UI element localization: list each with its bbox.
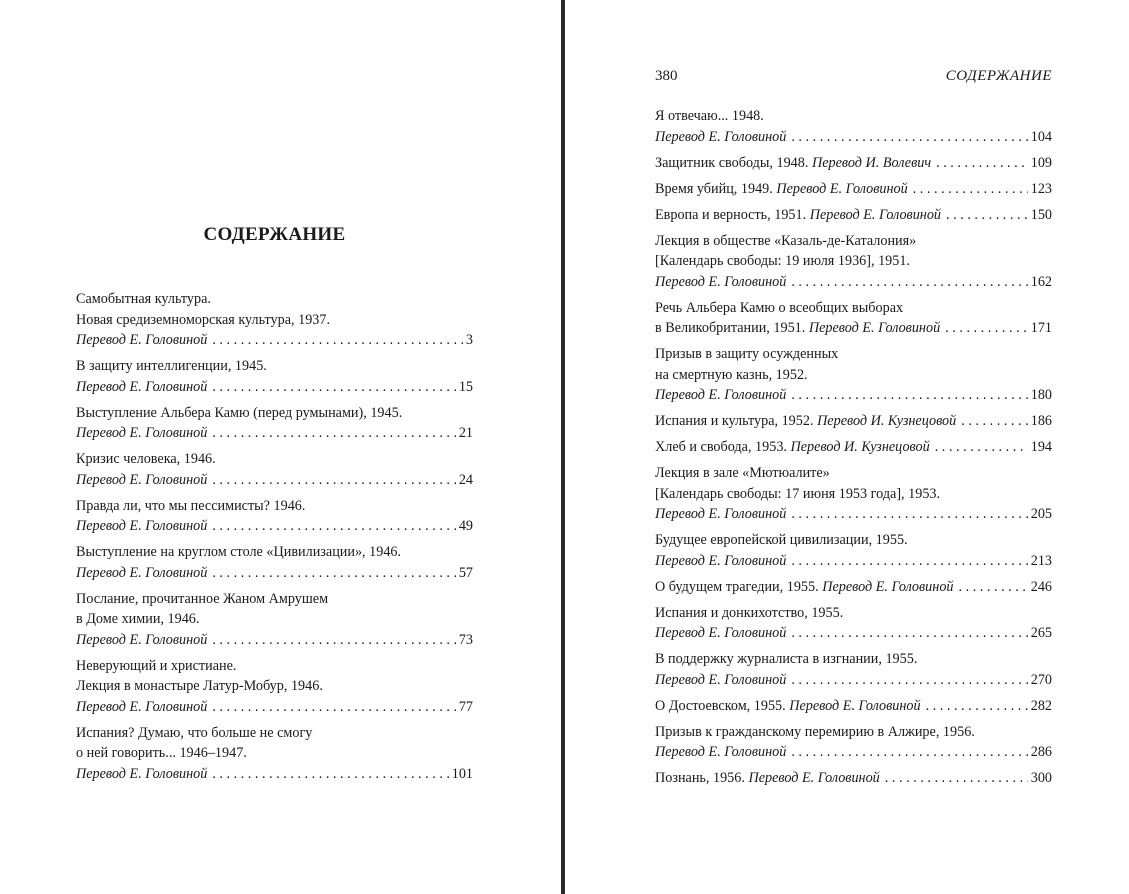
toc-entry <box>655 437 1052 458</box>
entry-lead-text <box>655 127 786 148</box>
entry-translator: Перевод Е. Головиной <box>822 578 954 595</box>
entry-title-line: Послание, прочитанное Жаном Амрушем <box>76 590 329 607</box>
entry-title-line: Лекция в зале «Мютюалите» <box>655 465 830 481</box>
entry-title-line: Лекция в монастыре Латур-Мобур, 1946. <box>76 678 323 694</box>
entry-lead-text <box>655 577 954 598</box>
entry-leader-line <box>76 377 473 398</box>
toc-list-right <box>655 106 1052 794</box>
entry-page-number: 282 <box>1030 697 1052 714</box>
dot-leader <box>791 670 1027 691</box>
entry-lead-text <box>655 318 940 339</box>
entry-page-number: 21 <box>458 425 473 441</box>
dot-leader <box>791 127 1027 148</box>
entry-translator: Перевод Е. Головиной <box>655 387 787 403</box>
entry-translator: Перевод Е. Головиной <box>76 765 208 782</box>
entry-title-inline: Испания и культура, 1952. <box>655 413 818 429</box>
entry-translator: Перевод Е. Головиной <box>76 471 208 488</box>
right-page <box>565 0 1129 894</box>
toc-entry <box>655 411 1052 432</box>
left-page <box>0 0 561 894</box>
entry-translator: Перевод Е. Головиной <box>76 564 208 581</box>
toc-list-left <box>76 289 473 790</box>
entry-page-number: 300 <box>1030 770 1052 786</box>
entry-page-number: 77 <box>458 698 473 715</box>
entry-leader-line <box>76 470 473 491</box>
entry-page-number: 73 <box>458 631 473 648</box>
entry-translator: Перевод И. Волевич <box>811 154 932 171</box>
entry-lead-text <box>76 697 207 718</box>
dot-leader <box>885 768 1028 789</box>
entry-lead-text <box>76 470 207 491</box>
dot-leader <box>791 385 1027 406</box>
entry-lead-text <box>76 330 207 351</box>
toc-entry <box>76 723 473 785</box>
entry-lead-text <box>655 551 786 572</box>
entry-page-number: 150 <box>1030 206 1052 223</box>
entry-title-line: Испания? Думаю, что больше не смогу <box>76 724 313 741</box>
entry-translator: Перевод Е. Головиной <box>776 180 908 197</box>
entry-lead-text <box>655 742 786 763</box>
entry-title-line: В поддержку журналиста в изгнании, 1955. <box>655 651 918 667</box>
entry-title-line: Лекция в обществе «Казаль-де-Каталония» <box>655 232 917 249</box>
entry-title-inline: Европа и верность, 1951. <box>655 206 810 223</box>
entry-lead-text <box>76 516 207 537</box>
entry-translator: Перевод Е. Головиной <box>655 625 787 641</box>
toc-entry <box>76 289 473 351</box>
toc-entry <box>655 722 1052 763</box>
toc-entry <box>655 344 1052 406</box>
toc-entry <box>655 649 1052 690</box>
entry-leader-line <box>655 385 1052 406</box>
toc-entry <box>655 530 1052 571</box>
entry-page-number: 123 <box>1030 180 1052 197</box>
toc-entry <box>655 205 1052 226</box>
entry-lead-text <box>655 670 786 691</box>
entry-leader-line <box>76 764 473 785</box>
entry-page-number: 265 <box>1030 625 1052 641</box>
toc-entry <box>655 106 1052 147</box>
entry-lead-text <box>655 768 880 789</box>
entry-leader-line <box>655 437 1052 458</box>
toc-entry <box>76 496 473 537</box>
entry-page-number: 213 <box>1030 552 1052 569</box>
entry-translator: Перевод Е. Головиной <box>655 506 787 522</box>
entry-page-number: 49 <box>458 518 473 534</box>
entry-translator: Перевод Е. Головиной <box>655 128 787 145</box>
dot-leader <box>212 377 456 398</box>
entry-page-number: 194 <box>1030 439 1052 455</box>
entry-lead-text <box>76 630 207 651</box>
entry-translator: Перевод Е. Головиной <box>789 697 921 714</box>
dot-leader <box>791 504 1027 525</box>
entry-title-inline: О Достоевском, 1955. <box>655 697 790 714</box>
entry-title-line: Правда ли, что мы пессимисты? 1946. <box>76 497 306 514</box>
entry-leader-line <box>655 551 1052 572</box>
dot-leader <box>212 470 456 491</box>
entry-lead-text <box>655 179 908 200</box>
entry-leader-line <box>76 516 473 537</box>
entry-title-line: Призыв к гражданскому перемирию в Алжире, 1956. <box>655 723 975 740</box>
entry-title-line: Новая средиземноморская культура, 1937. <box>76 311 331 328</box>
entry-translator: Перевод Е. Головиной <box>76 425 208 441</box>
entry-leader-line <box>655 742 1052 763</box>
entry-leader-line <box>655 623 1052 644</box>
entry-translator: Перевод Е. Головиной <box>655 671 787 688</box>
entry-title-line: Неверующий и христиане. <box>76 657 237 674</box>
entry-leader-line <box>76 423 473 444</box>
entry-title-inline: Познань, 1956. <box>655 770 749 786</box>
entry-page-number: 24 <box>458 471 473 488</box>
page-number: 380 <box>655 68 678 84</box>
entry-lead-text <box>655 437 930 458</box>
entry-translator: Перевод Е. Головиной <box>76 378 208 395</box>
dot-leader <box>936 153 1028 174</box>
entry-translator: Перевод И. Кузнецовой <box>817 413 957 429</box>
toc-entry <box>76 656 473 718</box>
entry-leader-line <box>655 411 1052 432</box>
toc-entry <box>655 603 1052 644</box>
dot-leader <box>791 272 1027 293</box>
entry-page-number: 286 <box>1030 744 1052 760</box>
entry-lead-text <box>76 563 207 584</box>
entry-translator: Перевод Е. Головиной <box>76 698 208 715</box>
entry-title-line: Будущее европейской цивилизации, 1955. <box>655 532 908 548</box>
entry-leader-line <box>655 504 1052 525</box>
entry-leader-line <box>76 563 473 584</box>
entry-lead-text <box>655 272 786 293</box>
dot-leader <box>791 551 1027 572</box>
entry-page-number: 3 <box>465 332 473 348</box>
dot-leader <box>212 630 456 651</box>
dot-leader <box>945 318 1028 339</box>
toc-entry <box>655 298 1052 339</box>
entry-page-number: 104 <box>1030 128 1052 145</box>
entry-leader-line <box>76 630 473 651</box>
dot-leader <box>212 330 463 351</box>
dot-leader <box>959 577 1028 598</box>
entry-lead-text <box>76 764 207 785</box>
entry-title-line: [Календарь свободы: 17 июня 1953 года], 1953. <box>655 485 941 502</box>
entry-lead-text <box>655 205 941 226</box>
dot-leader <box>926 696 1028 717</box>
entry-leader-line <box>655 670 1052 691</box>
entry-translator: Перевод Е. Головиной <box>76 631 208 648</box>
entry-leader-line <box>76 697 473 718</box>
entry-title-line: Самобытная культура. <box>76 291 211 307</box>
entry-lead-text <box>655 385 786 406</box>
dot-leader <box>212 563 456 584</box>
entry-translator: Перевод Е. Головиной <box>655 744 787 760</box>
entry-page-number: 109 <box>1030 154 1052 171</box>
entry-title-line: [Календарь свободы: 19 июля 1936], 1951. <box>655 253 910 269</box>
entry-leader-line <box>655 272 1052 293</box>
toc-entry <box>655 768 1052 789</box>
entry-lead-text <box>76 423 207 444</box>
dot-leader <box>935 437 1028 458</box>
dot-leader <box>212 697 456 718</box>
entry-title-line: Речь Альбера Камю о всеобщих выборах <box>655 299 904 316</box>
toc-entry <box>655 231 1052 293</box>
dot-leader <box>946 205 1028 226</box>
dot-leader <box>791 742 1027 763</box>
entry-page-number: 270 <box>1030 671 1052 688</box>
entry-title-inline: Время убийц, 1949. <box>655 180 777 197</box>
entry-leader-line <box>655 768 1052 789</box>
toc-entry <box>76 356 473 397</box>
entry-title-line: Испания и донкихотство, 1955. <box>655 604 844 621</box>
toc-entry <box>76 589 473 651</box>
running-header <box>655 68 1052 90</box>
entry-title-line: В защиту интеллигенции, 1945. <box>76 358 267 374</box>
dot-leader <box>212 516 456 537</box>
running-title: СОДЕРЖАНИЕ <box>945 68 1052 84</box>
entry-page-number: 162 <box>1030 273 1052 290</box>
entry-title-line: Кризис человека, 1946. <box>76 451 216 467</box>
entry-lead-text <box>655 153 931 174</box>
entry-title-inline: в Великобритании, 1951. <box>655 320 809 336</box>
entry-translator: Перевод И. Кузнецовой <box>790 439 930 455</box>
entry-lead-text <box>655 504 786 525</box>
entry-page-number: 101 <box>451 765 473 782</box>
entry-leader-line <box>655 696 1052 717</box>
toc-entry <box>655 153 1052 174</box>
toc-entry <box>655 463 1052 525</box>
toc-entry <box>76 403 473 444</box>
dot-leader <box>212 764 448 785</box>
entry-page-number: 205 <box>1030 506 1052 522</box>
toc-entry <box>76 449 473 490</box>
entry-translator: Перевод Е. Головиной <box>76 518 208 534</box>
entry-title-inline: О будущем трагедии, 1955. <box>655 578 823 595</box>
entry-leader-line <box>655 577 1052 598</box>
entry-translator: Перевод Е. Головиной <box>808 320 941 336</box>
entry-translator: Перевод Е. Головиной <box>655 273 787 290</box>
entry-title-inline: Защитник свободы, 1948. <box>655 154 812 171</box>
entry-title-line: в Доме химии, 1946. <box>76 611 200 627</box>
entry-lead-text <box>655 623 786 644</box>
entry-translator: Перевод Е. Головиной <box>76 332 208 348</box>
toc-title: СОДЕРЖАНИЕ <box>203 224 346 245</box>
entry-page-number: 246 <box>1030 578 1052 595</box>
entry-leader-line <box>655 127 1052 148</box>
entry-page-number: 15 <box>458 378 473 395</box>
dot-leader <box>791 623 1027 644</box>
entry-title-line: о ней говорить... 1946–1947. <box>76 745 247 761</box>
entry-leader-line <box>655 179 1052 200</box>
entry-page-number: 180 <box>1030 387 1052 403</box>
entry-title-line: Я отвечаю... 1948. <box>655 108 764 124</box>
entry-lead-text <box>76 377 207 398</box>
entry-title-line: на смертную казнь, 1952. <box>655 366 808 383</box>
entry-page-number: 57 <box>458 564 473 581</box>
toc-entry <box>76 542 473 583</box>
dot-leader <box>913 179 1028 200</box>
entry-lead-text <box>655 696 921 717</box>
toc-entry <box>655 696 1052 717</box>
entry-translator: Перевод Е. Головиной <box>655 552 787 569</box>
entry-title-inline: Хлеб и свобода, 1953. <box>655 439 791 455</box>
entry-translator: Перевод Е. Головиной <box>809 206 942 223</box>
entry-leader-line <box>655 153 1052 174</box>
entry-title-line: Призыв в защиту осужденных <box>655 346 839 362</box>
entry-page-number: 186 <box>1030 413 1052 429</box>
entry-page-number: 171 <box>1030 320 1052 336</box>
entry-leader-line <box>655 318 1052 339</box>
toc-entry <box>655 179 1052 200</box>
dot-leader <box>961 411 1027 432</box>
entry-lead-text <box>655 411 956 432</box>
dot-leader <box>212 423 456 444</box>
toc-entry <box>655 577 1052 598</box>
entry-leader-line <box>76 330 473 351</box>
entry-title-line: Выступление на круглом столе «Цивилизации», 1946. <box>76 544 402 560</box>
entry-leader-line <box>655 205 1052 226</box>
entry-title-line: Выступление Альбера Камю (перед румынами), 1945. <box>76 404 403 421</box>
entry-translator: Перевод Е. Головиной <box>748 770 880 786</box>
